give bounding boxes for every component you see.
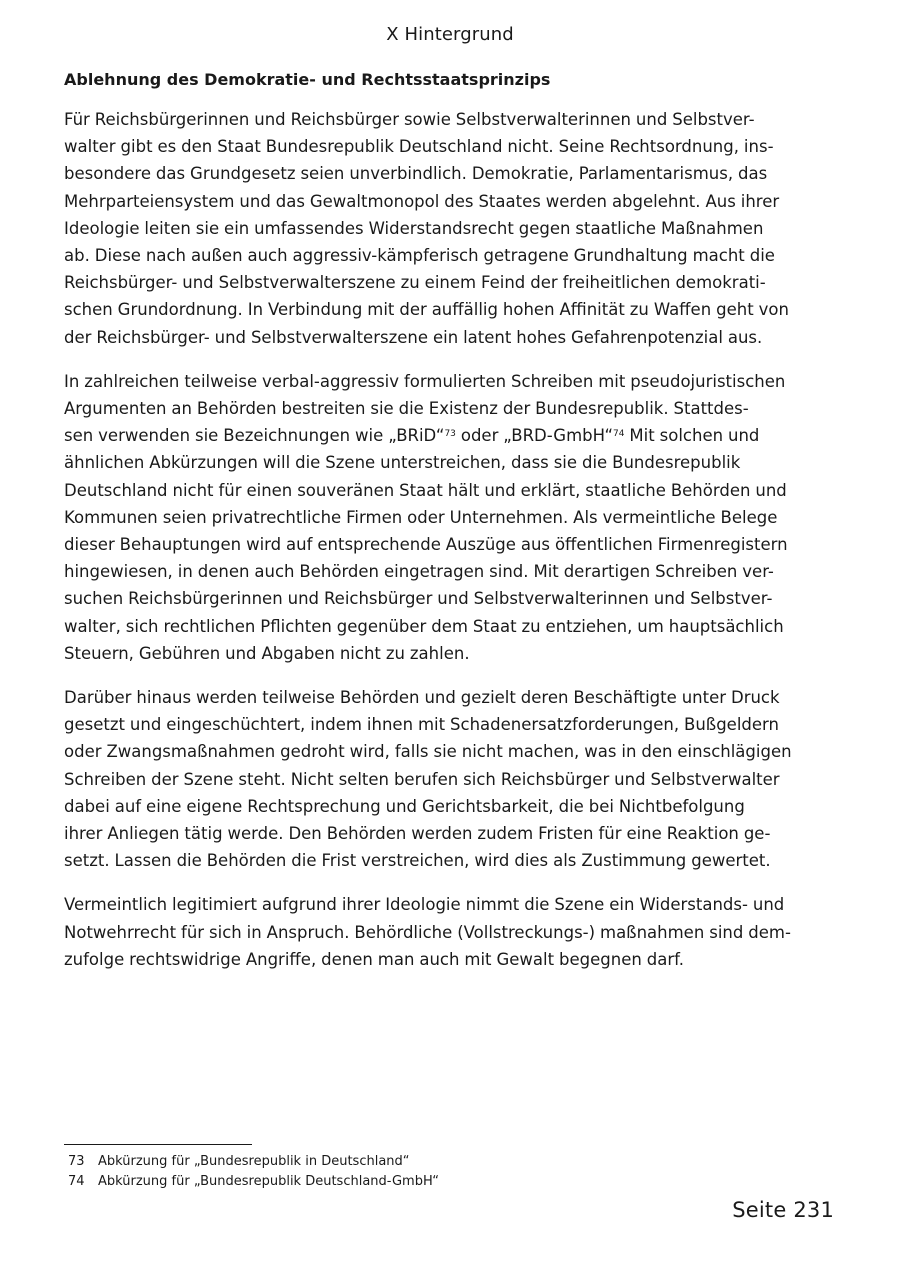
footnote-number: 74 [68,1173,85,1189]
text-line: dabei auf eine eigene Rechtsprechung und Gerichtsbarkeit, die bei Nichtbefolgung [64,796,745,816]
footnote-text: Abkürzung für „Bundesrepublik Deutschland-GmbH“ [98,1173,439,1189]
text-fragment: Mit solchen und [624,426,760,446]
text-line: ab. Diese nach außen auch aggressiv-kämpferisch getragene Grundhaltung macht die [64,246,775,266]
paragraph-3 [64,684,794,874]
text-line: ihrer Anliegen tätig werde. Den Behörden werden zudem Fristen für eine Reaktion ge- [64,824,771,844]
text-line: der Reichsbürger- und Selbstverwalterszene ein latent hohes Gefahrenpotenzial aus. [64,327,763,347]
text-line: Ideologie leiten sie ein umfassendes Widerstandsrecht gegen staatliche Maßnahmen [64,218,764,238]
text-line: dieser Behauptungen wird auf entsprechende Auszüge aus öffentlichen Firmenregistern [64,535,788,555]
text-line: ähnlichen Abkürzungen will die Szene unterstreichen, dass sie die Bundesrepublik [64,453,741,473]
footnote-divider [64,1144,252,1145]
text-line: zufolge rechtswidrige Angriffe, denen man auch mit Gewalt begegnen darf. [64,949,684,969]
text-fragment: sen verwenden sie Bezeichnungen wie „BRiD“ [64,426,445,446]
text-line: besondere das Grundgesetz seien unverbindlich. Demokratie, Parlamentarismus, das [64,164,768,184]
text-line: Schreiben der Szene steht. Nicht selten berufen sich Reichsbürger und Selbstverwalter [64,769,780,789]
text-line: Vermeintlich legitimiert aufgrund ihrer Ideologie nimmt die Szene ein Widerstands- und [64,895,785,915]
main-content [64,68,794,990]
text-line: Für Reichsbürgerinnen und Reichsbürger sowie Selbstverwalterinnen und Selbstver- [64,110,755,129]
text-line-with-footnotes [64,422,794,449]
text-line: Deutschland nicht für einen souveränen Staat hält und erklärt, staatliche Behörden und [64,480,787,500]
text-line: walter gibt es den Staat Bundesrepublik Deutschland nicht. Seine Rechtsordnung, ins- [64,137,774,157]
text-line: Steuern, Gebühren und Abgaben nicht zu zahlen. [64,643,470,663]
footnote-ref-73[interactable]: 73 [444,429,456,440]
footnote-text: Abkürzung für „Bundesrepublik in Deutschland“ [98,1154,410,1169]
text-fragment: oder „BRD-GmbH“ [455,426,614,446]
text-line: hingewiesen, in denen auch Behörden eingetragen sind. Mit derartigen Schreiben ver- [64,562,774,582]
page-number: Seite 231 [732,1198,834,1222]
running-head: X Hintergrund [386,24,514,45]
text-line: Argumenten an Behörden bestreiten sie die Existenz der Bundesrepublik. Stattdes- [64,399,749,419]
text-line: In zahlreichen teilweise verbal-aggressiv formulierten Schreiben mit pseudojuristischen [64,371,786,391]
text-line: Notwehrrecht für sich in Anspruch. Behördliche (Vollstreckungs-) maßnahmen sind dem- [64,922,791,942]
text-line: Reichsbürger- und Selbstverwalterszene zu einem Feind der freiheitlichen demokrati- [64,273,766,293]
text-line: walter, sich rechtlichen Pflichten gegenüber dem Staat zu entziehen, um hauptsächlich [64,616,784,636]
text-line: setzt. Lassen die Behörden die Frist verstreichen, wird dies als Zustimmung gewertet. [64,851,771,871]
footnote-73 [68,1152,439,1172]
text-line: gesetzt und eingeschüchtert, indem ihnen mit Schadenersatzforderungen, Bußgeldern [64,715,779,735]
text-line: Kommunen seien privatrechtliche Firmen oder Unternehmen. Als vermeintliche Belege [64,507,778,527]
text-line: suchen Reichsbürgerinnen und Reichsbürger und Selbstverwalterinnen und Selbstver- [64,589,773,609]
footnotes [68,1152,439,1191]
footnote-74 [68,1172,439,1192]
text-line: schen Grundordnung. In Verbindung mit der auffällig hohen Affinität zu Waffen geht von [64,300,789,320]
section-heading: Ablehnung des Demokratie- und Rechtsstaatsprinzips [64,70,551,89]
text-line: Mehrparteiensystem und das Gewaltmonopol des Staates werden abgelehnt. Aus ihrer [64,191,780,211]
footnote-number: 73 [68,1154,85,1169]
text-line: oder Zwangsmaßnahmen gedroht wird, falls sie nicht machen, was in den einschlägigen [64,742,792,762]
paragraph-2 [64,368,794,667]
paragraph-1 [64,106,794,351]
text-line: Darüber hinaus werden teilweise Behörden und gezielt deren Beschäftigte unter Druck [64,688,780,708]
paragraph-4 [64,891,794,973]
footnote-ref-74[interactable]: 74 [613,429,625,440]
